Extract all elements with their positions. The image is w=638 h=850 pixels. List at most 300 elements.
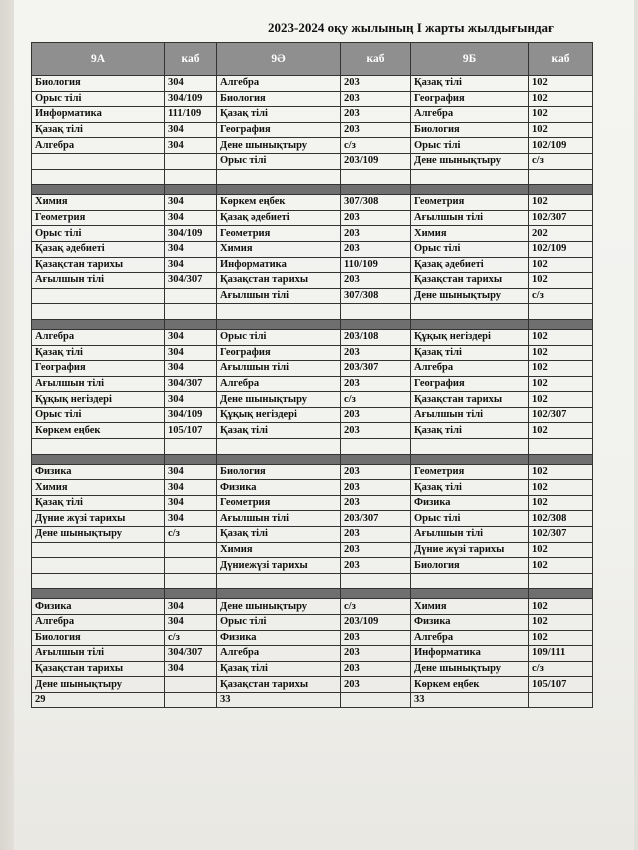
subject-cell: Қазақ әдебиеті <box>411 257 529 273</box>
schedule-table <box>31 42 593 708</box>
subject-cell: Қазақ әдебиеті <box>32 241 165 257</box>
room-cell: 102 <box>529 329 593 345</box>
room-cell: 102 <box>529 76 593 92</box>
subject-cell: Дүние жүзі тарихы <box>32 511 165 527</box>
subject-cell: Ағылшын тілі <box>411 527 529 543</box>
separator-cell <box>411 454 529 464</box>
separator-cell <box>529 589 593 599</box>
subject-cell: Орыс тілі <box>32 407 165 423</box>
subject-cell: Орыс тілі <box>217 615 341 631</box>
lesson-count: 33 <box>217 692 341 707</box>
room-cell: 304/109 <box>165 226 217 242</box>
header-room: каб <box>341 43 411 76</box>
subject-cell: Физика <box>217 480 341 496</box>
subject-cell: Биология <box>217 91 341 107</box>
subject-cell: Геометрия <box>217 226 341 242</box>
subject-cell: Ағылшын тілі <box>217 361 341 377</box>
subject-cell: Қазақ әдебиеті <box>217 210 341 226</box>
room-cell <box>165 573 217 589</box>
subject-cell: Қазақ тілі <box>32 345 165 361</box>
room-cell: 304 <box>165 195 217 211</box>
subject-cell: Физика <box>411 615 529 631</box>
room-cell: 304 <box>165 511 217 527</box>
subject-cell: Химия <box>217 241 341 257</box>
room-cell: 203 <box>341 495 411 511</box>
room-cell: 304 <box>165 122 217 138</box>
room-cell: 102 <box>529 345 593 361</box>
room-cell <box>529 439 593 455</box>
subject-cell: Геометрия <box>32 210 165 226</box>
lesson-row <box>32 241 593 257</box>
lesson-row <box>32 361 593 377</box>
subject-cell: Геометрия <box>217 495 341 511</box>
subject-cell: Орыс тілі <box>411 138 529 154</box>
subject-cell: Информатика <box>32 107 165 123</box>
subject-cell: Көркем еңбек <box>32 423 165 439</box>
subject-cell: Қазақ тілі <box>217 661 341 677</box>
room-cell: с/з <box>529 153 593 169</box>
subject-cell: Орыс тілі <box>32 91 165 107</box>
room-cell: 304 <box>165 76 217 92</box>
room-cell: 102 <box>529 423 593 439</box>
room-cell: 304 <box>165 615 217 631</box>
header-room: каб <box>529 43 593 76</box>
room-cell: с/з <box>165 527 217 543</box>
room-cell: 203/109 <box>341 153 411 169</box>
room-cell: 203 <box>341 542 411 558</box>
room-cell: 203/307 <box>341 361 411 377</box>
room-cell: 304 <box>165 210 217 226</box>
subject-cell <box>217 169 341 185</box>
subject-cell <box>32 288 165 304</box>
subject-cell: Информатика <box>217 257 341 273</box>
room-cell: с/з <box>529 288 593 304</box>
subject-cell <box>217 573 341 589</box>
subject-cell: Ағылшын тілі <box>217 288 341 304</box>
lesson-row <box>32 677 593 693</box>
subject-cell: Алгебра <box>411 361 529 377</box>
subject-cell: Дүние жүзі тарихы <box>411 542 529 558</box>
subject-cell: Геометрия <box>411 464 529 480</box>
lesson-row <box>32 573 593 589</box>
room-cell: 304 <box>165 495 217 511</box>
room-cell: 102 <box>529 273 593 289</box>
separator-cell <box>32 319 165 329</box>
room-cell: 304 <box>165 599 217 615</box>
subject-cell: География <box>217 345 341 361</box>
lesson-row <box>32 169 593 185</box>
room-cell: 304 <box>165 345 217 361</box>
subject-cell: Физика <box>32 464 165 480</box>
lesson-row <box>32 107 593 123</box>
room-cell: 203 <box>341 273 411 289</box>
room-cell: 203 <box>341 558 411 574</box>
header-row <box>32 43 593 76</box>
room-cell: 102 <box>529 195 593 211</box>
subject-cell: Қазақ тілі <box>32 495 165 511</box>
subject-cell: Ағылшын тілі <box>411 407 529 423</box>
room-cell: 102 <box>529 257 593 273</box>
room-cell: 203/307 <box>341 511 411 527</box>
subject-cell: География <box>411 91 529 107</box>
separator-cell <box>341 185 411 195</box>
subject-cell: Алгебра <box>32 329 165 345</box>
subject-cell: Дене шынықтыру <box>411 288 529 304</box>
separator-cell <box>32 589 165 599</box>
subject-cell: Қазақ тілі <box>411 76 529 92</box>
subject-cell: Орыс тілі <box>411 241 529 257</box>
room-cell: 102 <box>529 91 593 107</box>
lesson-row <box>32 122 593 138</box>
subject-cell: Қазақстан тарихы <box>217 273 341 289</box>
room-cell: 102 <box>529 122 593 138</box>
empty-cell <box>165 692 217 707</box>
room-cell: 102 <box>529 558 593 574</box>
subject-cell: География <box>217 122 341 138</box>
room-cell <box>341 304 411 320</box>
room-cell <box>341 573 411 589</box>
room-cell: 105/107 <box>529 677 593 693</box>
room-cell: 307/308 <box>341 288 411 304</box>
subject-cell: Химия <box>411 226 529 242</box>
subject-cell: Орыс тілі <box>32 226 165 242</box>
lesson-row <box>32 257 593 273</box>
subject-cell: Ағылшын тілі <box>32 646 165 662</box>
lesson-row <box>32 599 593 615</box>
room-cell <box>529 304 593 320</box>
room-cell: 102 <box>529 376 593 392</box>
subject-cell: Орыс тілі <box>411 511 529 527</box>
room-cell: 203 <box>341 91 411 107</box>
room-cell: 202 <box>529 226 593 242</box>
subject-cell: Қазақ тілі <box>411 423 529 439</box>
separator-cell <box>529 319 593 329</box>
room-cell: 304 <box>165 464 217 480</box>
room-cell: 203 <box>341 464 411 480</box>
room-cell: с/з <box>341 599 411 615</box>
subject-cell: Биология <box>32 76 165 92</box>
room-cell: 304 <box>165 392 217 408</box>
room-cell: 102/307 <box>529 210 593 226</box>
room-cell <box>165 542 217 558</box>
lesson-row <box>32 646 593 662</box>
separator-cell <box>411 589 529 599</box>
subject-cell <box>32 558 165 574</box>
subject-cell: Алгебра <box>32 615 165 631</box>
separator-cell <box>165 589 217 599</box>
subject-cell: Қазақстан тарихы <box>411 392 529 408</box>
room-cell: 203 <box>341 241 411 257</box>
lesson-row <box>32 661 593 677</box>
subject-cell: Дене шынықтыру <box>217 599 341 615</box>
lesson-row <box>32 304 593 320</box>
separator-cell <box>529 454 593 464</box>
subject-cell <box>411 573 529 589</box>
subject-cell: Ағылшын тілі <box>411 210 529 226</box>
room-cell: 304 <box>165 661 217 677</box>
subject-cell: Дене шынықтыру <box>32 527 165 543</box>
room-cell <box>165 558 217 574</box>
separator-cell <box>32 454 165 464</box>
subject-cell: Алгебра <box>32 138 165 154</box>
subject-cell: География <box>32 361 165 377</box>
subject-cell: Қазақстан тарихы <box>32 661 165 677</box>
separator-cell <box>217 454 341 464</box>
room-cell: 110/109 <box>341 257 411 273</box>
subject-cell: Қазақ тілі <box>217 527 341 543</box>
lesson-row <box>32 558 593 574</box>
room-cell: 203 <box>341 107 411 123</box>
room-cell: 203 <box>341 376 411 392</box>
subject-cell: Химия <box>217 542 341 558</box>
room-cell: 304 <box>165 480 217 496</box>
lesson-count: 29 <box>32 692 165 707</box>
room-cell <box>341 169 411 185</box>
room-cell: 203 <box>341 226 411 242</box>
lesson-row <box>32 153 593 169</box>
totals-row <box>32 692 593 707</box>
subject-cell: Құқық негіздері <box>217 407 341 423</box>
subject-cell: Алгебра <box>411 107 529 123</box>
room-cell: 203/109 <box>341 615 411 631</box>
room-cell: 203 <box>341 407 411 423</box>
room-cell <box>165 288 217 304</box>
subject-cell: Ағылшын тілі <box>217 511 341 527</box>
subject-cell: Химия <box>32 195 165 211</box>
separator-cell <box>217 185 341 195</box>
room-cell: 203 <box>341 630 411 646</box>
lesson-row <box>32 542 593 558</box>
subject-cell: Алгебра <box>217 76 341 92</box>
subject-cell: Физика <box>32 599 165 615</box>
room-cell: 304 <box>165 257 217 273</box>
lesson-row <box>32 76 593 92</box>
lesson-row <box>32 376 593 392</box>
subject-cell: Биология <box>411 558 529 574</box>
room-cell: 304/109 <box>165 407 217 423</box>
subject-cell: Құқық негіздері <box>411 329 529 345</box>
subject-cell: Биология <box>411 122 529 138</box>
room-cell: 102 <box>529 630 593 646</box>
separator-cell <box>411 185 529 195</box>
room-cell: 203 <box>341 122 411 138</box>
subject-cell: Дүниежүзі тарихы <box>217 558 341 574</box>
room-cell: 304/307 <box>165 646 217 662</box>
separator-cell <box>341 454 411 464</box>
room-cell: 102 <box>529 392 593 408</box>
empty-cell <box>529 692 593 707</box>
lesson-row <box>32 407 593 423</box>
lesson-row <box>32 464 593 480</box>
room-cell: 102 <box>529 361 593 377</box>
room-cell: 203/108 <box>341 329 411 345</box>
subject-cell: Дене шынықтыру <box>32 677 165 693</box>
lesson-row <box>32 615 593 631</box>
subject-cell: Дене шынықтыру <box>217 392 341 408</box>
room-cell: 304/109 <box>165 91 217 107</box>
subject-cell: Геометрия <box>411 195 529 211</box>
room-cell: 102/109 <box>529 241 593 257</box>
room-cell: 102/308 <box>529 511 593 527</box>
room-cell: с/з <box>529 661 593 677</box>
header-class-9a: 9А <box>32 43 165 76</box>
separator-cell <box>217 319 341 329</box>
day-separator <box>32 454 593 464</box>
room-cell: 307/308 <box>341 195 411 211</box>
subject-cell: Алгебра <box>411 630 529 646</box>
subject-cell <box>32 542 165 558</box>
empty-cell <box>341 692 411 707</box>
subject-cell: Қазақ тілі <box>411 480 529 496</box>
subject-cell: Ағылшын тілі <box>32 273 165 289</box>
room-cell: 111/109 <box>165 107 217 123</box>
subject-cell <box>32 573 165 589</box>
lesson-row <box>32 495 593 511</box>
room-cell <box>165 153 217 169</box>
room-cell: 304/307 <box>165 273 217 289</box>
subject-cell: Биология <box>217 464 341 480</box>
subject-cell: Қазақ тілі <box>217 107 341 123</box>
room-cell <box>165 304 217 320</box>
subject-cell: Химия <box>411 599 529 615</box>
subject-cell: Химия <box>32 480 165 496</box>
separator-cell <box>165 185 217 195</box>
subject-cell: Қазақстан тарихы <box>217 677 341 693</box>
room-cell: 102 <box>529 480 593 496</box>
lesson-row <box>32 329 593 345</box>
subject-cell: Алгебра <box>217 376 341 392</box>
subject-cell: Алгебра <box>217 646 341 662</box>
separator-cell <box>165 454 217 464</box>
room-cell: 109/111 <box>529 646 593 662</box>
subject-cell: Биология <box>32 630 165 646</box>
header-room: каб <box>165 43 217 76</box>
room-cell <box>529 573 593 589</box>
subject-cell <box>32 169 165 185</box>
subject-cell: Орыс тілі <box>217 329 341 345</box>
room-cell: 203 <box>341 677 411 693</box>
room-cell: 203 <box>341 76 411 92</box>
subject-cell: Көркем еңбек <box>217 195 341 211</box>
room-cell: 203 <box>341 345 411 361</box>
subject-cell: Қазақстан тарихы <box>32 257 165 273</box>
day-separator <box>32 589 593 599</box>
room-cell <box>165 677 217 693</box>
subject-cell: Физика <box>217 630 341 646</box>
lesson-row <box>32 511 593 527</box>
subject-cell: Қазақстан тарихы <box>411 273 529 289</box>
lesson-row <box>32 210 593 226</box>
room-cell: 304 <box>165 138 217 154</box>
room-cell: 102/307 <box>529 527 593 543</box>
room-cell: 203 <box>341 210 411 226</box>
separator-cell <box>411 319 529 329</box>
header-class-9b: 9Б <box>411 43 529 76</box>
room-cell: с/з <box>165 630 217 646</box>
lesson-row <box>32 195 593 211</box>
lesson-row <box>32 527 593 543</box>
subject-cell: Көркем еңбек <box>411 677 529 693</box>
separator-cell <box>217 589 341 599</box>
lesson-row <box>32 480 593 496</box>
subject-cell: Физика <box>411 495 529 511</box>
subject-cell: Дене шынықтыру <box>217 138 341 154</box>
lesson-row <box>32 273 593 289</box>
page-title: 2023-2024 оқу жылының І жарты жылдығындағ <box>268 20 554 35</box>
subject-cell: Дене шынықтыру <box>411 661 529 677</box>
separator-cell <box>32 185 165 195</box>
room-cell <box>341 439 411 455</box>
subject-cell: Ағылшын тілі <box>32 376 165 392</box>
room-cell: 203 <box>341 480 411 496</box>
lesson-row <box>32 423 593 439</box>
subject-cell <box>32 153 165 169</box>
room-cell: 102 <box>529 542 593 558</box>
room-cell: 304 <box>165 329 217 345</box>
room-cell: 102 <box>529 599 593 615</box>
room-cell: 203 <box>341 527 411 543</box>
subject-cell <box>217 439 341 455</box>
subject-cell <box>411 304 529 320</box>
separator-cell <box>341 319 411 329</box>
room-cell: 304 <box>165 241 217 257</box>
subject-cell: Қазақ тілі <box>32 122 165 138</box>
room-cell: с/з <box>341 392 411 408</box>
lesson-row <box>32 392 593 408</box>
subject-cell <box>411 169 529 185</box>
lesson-row <box>32 91 593 107</box>
subject-cell: Құқық негіздері <box>32 392 165 408</box>
room-cell: 102 <box>529 495 593 511</box>
subject-cell: География <box>411 376 529 392</box>
room-cell: 203 <box>341 423 411 439</box>
subject-cell: Дене шынықтыру <box>411 153 529 169</box>
lesson-row <box>32 226 593 242</box>
subject-cell: Қазақ тілі <box>217 423 341 439</box>
room-cell: 102/307 <box>529 407 593 423</box>
lesson-row <box>32 439 593 455</box>
subject-cell <box>411 439 529 455</box>
room-cell: 102 <box>529 464 593 480</box>
lesson-count: 33 <box>411 692 529 707</box>
subject-cell <box>217 304 341 320</box>
room-cell: 102/109 <box>529 138 593 154</box>
header-class-9ae: 9Ә <box>217 43 341 76</box>
room-cell: 203 <box>341 661 411 677</box>
day-separator <box>32 319 593 329</box>
room-cell <box>165 439 217 455</box>
lesson-row <box>32 345 593 361</box>
subject-cell: Информатика <box>411 646 529 662</box>
day-separator <box>32 185 593 195</box>
subject-cell: Қазақ тілі <box>411 345 529 361</box>
room-cell: 105/107 <box>165 423 217 439</box>
room-cell <box>529 169 593 185</box>
lesson-row <box>32 288 593 304</box>
room-cell: 304 <box>165 361 217 377</box>
room-cell: 304/307 <box>165 376 217 392</box>
separator-cell <box>165 319 217 329</box>
room-cell: с/з <box>341 138 411 154</box>
lesson-row <box>32 138 593 154</box>
room-cell: 102 <box>529 107 593 123</box>
subject-cell <box>32 304 165 320</box>
separator-cell <box>341 589 411 599</box>
room-cell: 203 <box>341 646 411 662</box>
separator-cell <box>529 185 593 195</box>
subject-cell: Орыс тілі <box>217 153 341 169</box>
room-cell: 102 <box>529 615 593 631</box>
